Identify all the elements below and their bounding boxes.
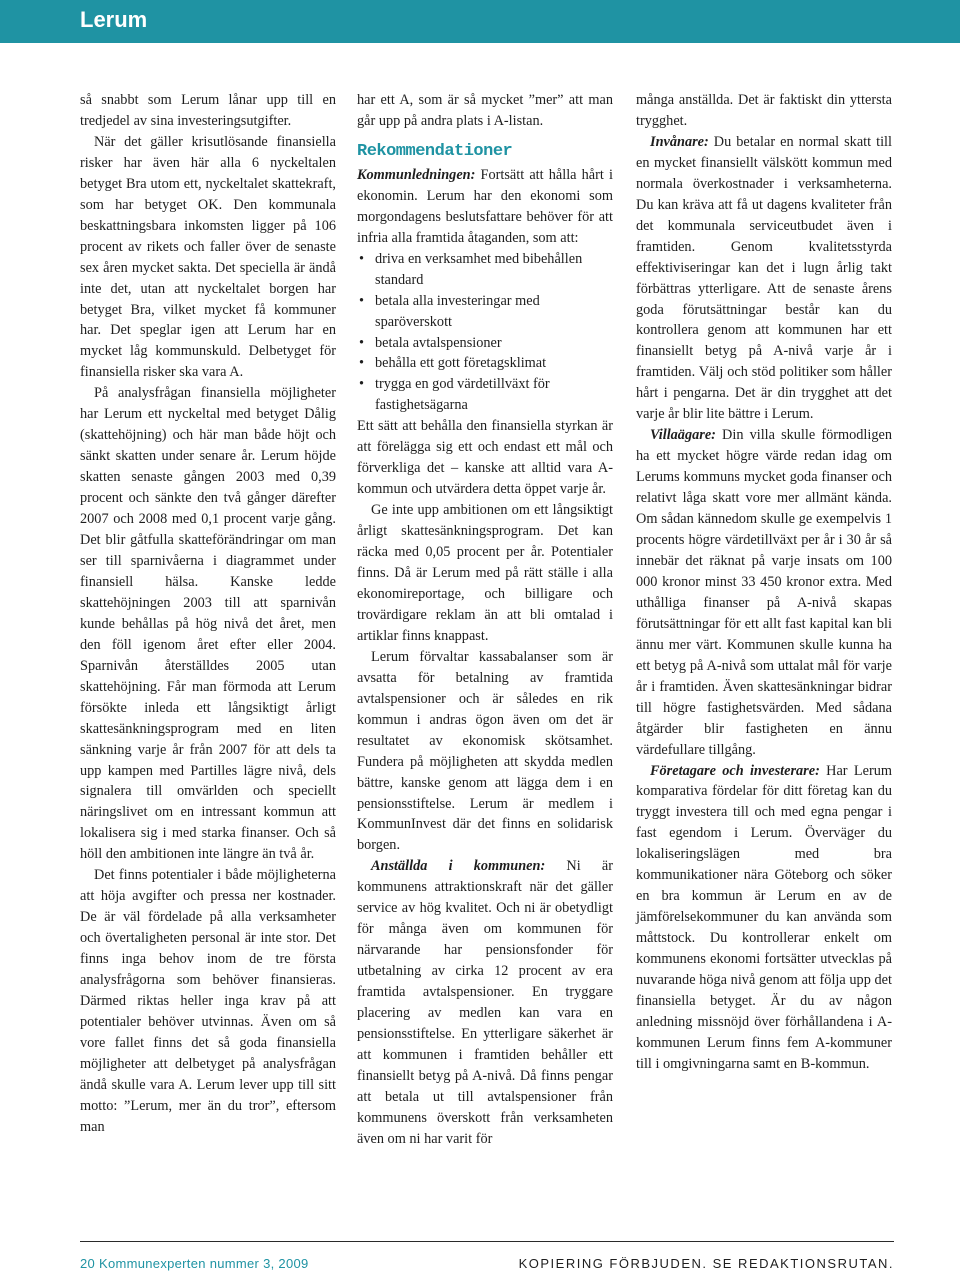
list-item: • driva en verksamhet med bibehållen standard — [357, 249, 613, 291]
run-in-lead: Företagare och investerare: — [650, 762, 820, 779]
article-column-1 — [80, 90, 336, 1138]
paragraph: När det gäller krisutlösande finansiella risker har även här alla 6 nyckeltalen betyget Bra utom ett, nyckeltalet skattekraft, som har betyget OK. Den kommunala beskattningsbara inkomsten ligger på 106 procent av rikets och faller över de senaste sex åren mycket sakta. Det speciella är ändå inte det, utan att nyckeltalet borgen har betyget Bra, vilket mycket få kommuner har. Det speglar igen att Lerum har en mycket låg kommunskuld. Delbetyget för finansiella risker ska vara A. — [80, 133, 336, 381]
run-in-lead: Invånare: — [650, 133, 709, 150]
paragraph — [357, 165, 613, 249]
run-in-lead: Anställda i kommunen: — [371, 858, 546, 875]
paragraph — [636, 425, 892, 760]
paragraph: Det finns potentialer i både möjligheterna att höja avgifter och pressa ner kostnader. De är väl fördelade på alla verksamheter och övertaligheten personal är inte stor. Det finns inga behov inom de tre första analysfrågorna som behöver finansieras. Därmed riktas heller inga krav på att potentialer behöver utvinnas. Även om så vore fallet finns det så goda finansiella möjligheter att delbetyget på analysfrågan ändå skulle vara A. Lerum lever upp till sitt motto: ”Lerum, mer än du tror”, eftersom man — [80, 867, 336, 1135]
paragraph: har ett A, som är så mycket ”mer” att man går upp på andra plats i A-listan. — [357, 92, 613, 129]
paragraph-text: Fortsätt att hålla hårt i ekonomin. Lerum har den ekonomi som morgondagens beslutsfattare behöver för att infria alla framtida åtaganden, som att: — [357, 166, 613, 246]
run-in-lead: Villaägare: — [650, 427, 716, 444]
bullet-list — [357, 249, 613, 417]
article-column-2 — [357, 90, 613, 1150]
run-in-lead: Kommunledningen: — [357, 166, 476, 183]
paragraph: Ge inte upp ambitionen om ett långsiktigt årligt skattesänkningsprogram. Det kan räcka med 0,05 procent per år. Potentialer finns. Då är Lerum med på rätt ställe i alla ekonomireportage, och billigare och trovärdigare reklam än att bli omtalad i artiklar finns knappast. — [357, 502, 613, 644]
footer-divider — [80, 1241, 894, 1242]
paragraph: många anställda. Det är faktiskt din yttersta trygghet. — [636, 92, 892, 129]
paragraph-text: Har Lerum komparativa fördelar för ditt företag kan du tryggt investera till och med egna pengar i fast egendom i Lerum. Överväger du lokaliseringslägen med bra kommunikationer nära Göteborg och söker en bra kommun är Lerum en av de jämförelsekommuner du kan använda som måttstock. Du kontrollerar enkelt om kommunens ekonomi fortsätter utvecklas på nuvarande höga nivå genom att följa upp det finansiella betyget. Är du av någon anledning missnöjd över förhållandena i A-kommunen Lerum finns fem A-kommuner till i omgivningarna samt en B-kommun. — [636, 762, 892, 1072]
paragraph: På analysfrågan finansiella möjligheter har Lerum ett nyckeltal med betyget Dålig (skattehöjning) och här man både höjt och sänkt skatten under senare år. Lerum höjde skatten senaste gången 2003 med 0,39 procent och sänkte den två gånger därefter 2007 och 2008 med 0,1 procent varje gång. Det blir gåtfulla skatteförändringar om man ser till sparnivåerna i diagrammet under finansiell hälsa. Kanske ledde skattehöjningen 2003 till att sparnivån kunde behållas på hög nivå det året, men den föll igenom året efter eller 2004. Sparnivån återställdes 2005 utan skattehöjning. Får man förmoda att Lerum försökte inleda ett långsiktigt årligt skattesänkningsprogram med en liten sänkning varje år från 2007 för att dels ta upp kampen med Partilles lägre nivå, dels signalera till omvärlden och speciellt näringslivet om en intressant kommun att lokalisera sig i med starka finanser. Och så höll den ambitionen inte längre än två år. — [80, 385, 336, 863]
paragraph-text: Ni är kommunens attraktionskraft när det gäller service av hög kvalitet. Och ni är obetydligt för många även om kommunen för närvarande har pensionsfonder för utbetalning av cirka 12 procent av era framtida avtalspensioner. En tryggare placering av medlen kan vara en pensionsstiftelse. En ytterligare säkerhet är att kommunen i framtiden behåller ett finansiellt betyg på A-nivå. Då finns pengar att betala ut till avtalspensioner från kommunens överskott från verksamheten även om ni har varit för — [357, 858, 613, 1147]
page-header-bar — [0, 0, 960, 43]
section-heading: Rekommendationer — [357, 141, 513, 161]
paragraph: Ett sätt att behålla den finansiella styrkan är att förelägga sig ett och endast ett mål och förverkliga det – kanske att alltid vara A-kommun och utvärdera detta öppet varje år. — [357, 418, 613, 498]
footer-page-info: 20 Kommunexperten nummer 3, 2009 — [80, 1256, 309, 1271]
paragraph: Lerum förvaltar kassabalanser som är avsatta för betalning av framtida avtalspensioner och är således en rik kommun i andras ögon även om det är resultatet av ekonomisk skötsamhet. Fundera på möjligheten att skydda medlen bättre, kanske genom att lägga dem i en pensionsstiftelse. Lerum är medlem i KommunInvest där det finns en solidarisk borgen. — [357, 648, 613, 854]
paragraph — [636, 132, 892, 425]
list-item: • betala alla investeringar med sparöverskott — [357, 291, 613, 333]
footer-copyright-notice: KOPIERING FÖRBJUDEN. SE REDAKTIONSRUTAN. — [518, 1256, 894, 1271]
paragraph-text: Du betalar en normal skatt till en mycket finansiellt välskött kommun med normala överkostnader i verksamheterna. Du kan kräva att få ut dagens kvaliteter från det kommunala serviceutbudet även i framtiden. Genom kvalitetsstyrda effektiviseringar kan det i lugn årlig takt förbättras ytterligare. Att de senaste årens goda förutsättningar består kan du kontrollera genom att kommunen har ett finansiellt betyg på A-nivå varje år i framtiden. Välj och stöd politiker som håller hårt i pengarna. Det är din trygghet att det varje år blir lite bättre i Lerum. — [636, 133, 892, 423]
paragraph-text: Din villa skulle förmodligen ha ett mycket högre värde redan idag om Lerums kommuns mycket goda finanser och relativt låga skatt vore mer allmänt kända. Om sådan kännedom skulle ge exempelvis 1 procents högre värdetillväxt per år i 30 år så innebär det räknat på varje insats om 100 000 kronor minst 33 450 kronor extra. Med uthålliga finanser på A-nivå skapas förutsättningar för ett allt fast kapital kan bli ännu mer värt. Kommunen skulle kunna ha ett betyg på A-nivå som uttalat mål för varje år i framtiden. Även skattesänkningar bidrar till högre fastighetsvärden. Med sådana åtgärder blir fastigheten en ännu värdefullare tillgång. — [636, 427, 892, 758]
article-column-3 — [636, 90, 892, 1075]
paragraph: så snabbt som Lerum lånar upp till en tredjedel av sina investeringsutgifter. — [80, 92, 336, 129]
list-item: • behålla ett gott företagsklimat — [357, 353, 613, 374]
paragraph — [636, 761, 892, 1075]
page-title: Lerum — [80, 7, 148, 32]
paragraph — [357, 856, 613, 1149]
list-item: • trygga en god värdetillväxt för fastighetsägarna — [357, 374, 613, 416]
list-item: • betala avtalspensioner — [357, 333, 613, 354]
